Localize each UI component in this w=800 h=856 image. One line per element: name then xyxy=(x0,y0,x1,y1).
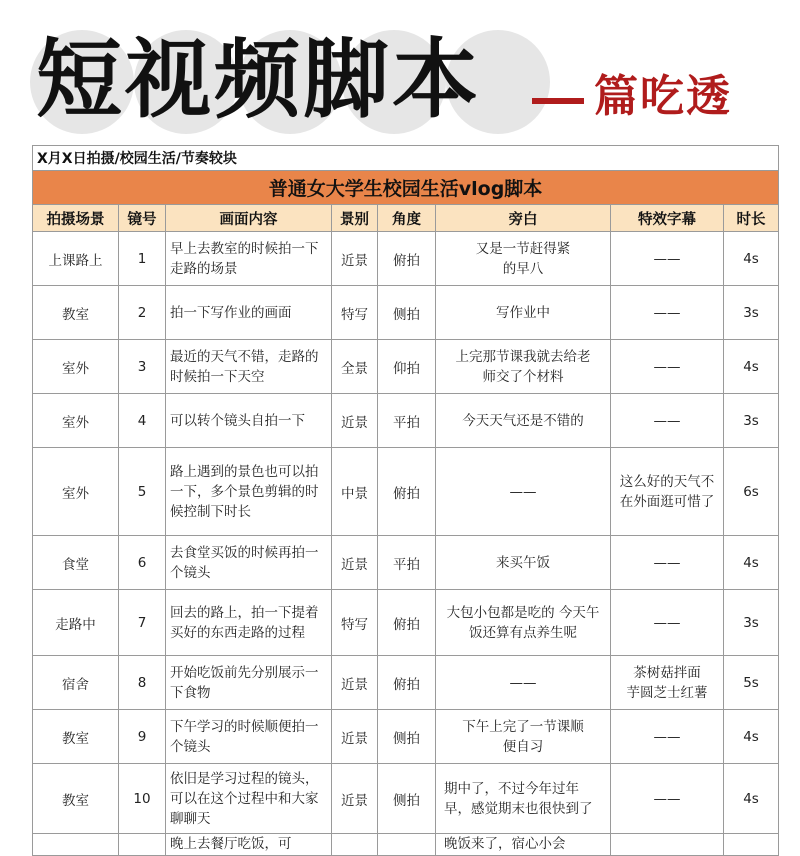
scene-cell: 走路中 xyxy=(33,590,119,656)
shot-size-cell: 全景 xyxy=(332,340,378,394)
narration-cell: 上完那节课我就去给老师交了个材料 xyxy=(436,340,611,394)
effect-subtitle-cell: —— xyxy=(611,394,724,448)
angle-cell: 俯拍 xyxy=(378,656,436,710)
duration-cell xyxy=(724,834,779,856)
content-cell: 可以转个镜头自拍一下 xyxy=(166,394,332,448)
angle-cell: 平拍 xyxy=(378,394,436,448)
effect-subtitle-cell: —— xyxy=(611,710,724,764)
content-cell: 依旧是学习过程的镜头，可以在这个过程中和大家聊聊天 xyxy=(166,764,332,834)
duration-cell: 3s xyxy=(724,394,779,448)
duration-cell: 4s xyxy=(724,232,779,286)
table-row xyxy=(33,286,779,340)
shot-number-cell: 5 xyxy=(119,448,166,536)
angle-cell: 俯拍 xyxy=(378,448,436,536)
table-row xyxy=(33,340,779,394)
duration-cell: 3s xyxy=(724,286,779,340)
column-header: 画面内容 xyxy=(166,205,332,232)
duration-cell: 5s xyxy=(724,656,779,710)
shot-size-cell: 特写 xyxy=(332,286,378,340)
shot-number-cell: 10 xyxy=(119,764,166,834)
scene-cell: 食堂 xyxy=(33,536,119,590)
effect-subtitle-cell: —— xyxy=(611,286,724,340)
subtitle-dash xyxy=(532,98,584,104)
banner-row xyxy=(33,171,779,205)
scene-cell: 教室 xyxy=(33,764,119,834)
narration-cell: 期中了，不过今年过年早，感觉期末也很快到了 xyxy=(436,764,611,834)
effect-subtitle-cell: 这么好的天气不在外面逛可惜了 xyxy=(611,448,724,536)
angle-cell xyxy=(378,834,436,856)
scene-cell: 室外 xyxy=(33,340,119,394)
shot-size-cell: 近景 xyxy=(332,232,378,286)
narration-cell: 今天天气还是不错的 xyxy=(436,394,611,448)
table-row xyxy=(33,656,779,710)
shot-number-cell: 9 xyxy=(119,710,166,764)
scene-cell: 室外 xyxy=(33,448,119,536)
narration-cell: —— xyxy=(436,448,611,536)
content-cell: 早上去教室的时候拍一下走路的场景 xyxy=(166,232,332,286)
shot-size-cell: 近景 xyxy=(332,536,378,590)
shot-number-cell: 6 xyxy=(119,536,166,590)
table-row xyxy=(33,590,779,656)
narration-cell: 下午上完了一节课顺便自习 xyxy=(436,710,611,764)
table-row xyxy=(33,232,779,286)
narration-cell: 写作业中 xyxy=(436,286,611,340)
column-header: 旁白 xyxy=(436,205,611,232)
content-cell: 去食堂买饭的时候再拍一个镜头 xyxy=(166,536,332,590)
narration-cell: 大包小包都是吃的 今天午饭还算有点养生呢 xyxy=(436,590,611,656)
page-title: 短视频脚本 xyxy=(36,29,481,130)
hero-banner xyxy=(0,0,800,140)
angle-cell: 侧拍 xyxy=(378,710,436,764)
shot-number-cell: 2 xyxy=(119,286,166,340)
scene-cell: 上课路上 xyxy=(33,232,119,286)
narration-cell: 来买午饭 xyxy=(436,536,611,590)
shoot-info: X月X日拍摄/校园生活/节奏较块 xyxy=(33,146,779,171)
header-row xyxy=(33,205,779,232)
shot-number-cell: 8 xyxy=(119,656,166,710)
shot-size-cell: 中景 xyxy=(332,448,378,536)
column-header: 镜号 xyxy=(119,205,166,232)
content-cell: 拍一下写作业的画面 xyxy=(166,286,332,340)
effect-subtitle-cell: —— xyxy=(611,764,724,834)
narration-cell: 又是一节赶得紧的早八 xyxy=(436,232,611,286)
shot-size-cell xyxy=(332,834,378,856)
table-row xyxy=(33,448,779,536)
duration-cell: 3s xyxy=(724,590,779,656)
duration-cell: 4s xyxy=(724,340,779,394)
narration-cell: 晚饭来了，宿心小会 xyxy=(436,834,611,856)
scene-cell xyxy=(33,834,119,856)
content-cell: 回去的路上，拍一下提着买好的东西走路的过程 xyxy=(166,590,332,656)
scene-cell: 教室 xyxy=(33,286,119,340)
scene-cell: 宿舍 xyxy=(33,656,119,710)
content-cell: 最近的天气不错，走路的时候拍一下天空 xyxy=(166,340,332,394)
effect-subtitle-cell: —— xyxy=(611,590,724,656)
shot-number-cell: 7 xyxy=(119,590,166,656)
content-cell: 开始吃饭前先分别展示一下食物 xyxy=(166,656,332,710)
narration-cell: —— xyxy=(436,656,611,710)
angle-cell: 平拍 xyxy=(378,536,436,590)
column-header: 特效字幕 xyxy=(611,205,724,232)
meta-row xyxy=(33,146,779,171)
angle-cell: 仰拍 xyxy=(378,340,436,394)
effect-subtitle-cell: 茶树菇拌面 芋圆芝士红薯 xyxy=(611,656,724,710)
shot-size-cell: 近景 xyxy=(332,656,378,710)
duration-cell: 4s xyxy=(724,764,779,834)
shot-number-cell: 1 xyxy=(119,232,166,286)
column-header: 时长 xyxy=(724,205,779,232)
effect-subtitle-cell xyxy=(611,834,724,856)
content-cell: 下午学习的时候顺便拍一个镜头 xyxy=(166,710,332,764)
content-cell: 晚上去餐厅吃饭，可 xyxy=(166,834,332,856)
angle-cell: 侧拍 xyxy=(378,286,436,340)
table-row-partial xyxy=(33,834,779,856)
shot-size-cell: 特写 xyxy=(332,590,378,656)
page-subtitle: 篇吃透 xyxy=(594,71,732,122)
table-title: 普通女大学生校园生活vlog脚本 xyxy=(33,171,779,205)
shot-number-cell: 3 xyxy=(119,340,166,394)
script-table xyxy=(32,145,779,856)
duration-cell: 4s xyxy=(724,536,779,590)
scene-cell: 室外 xyxy=(33,394,119,448)
effect-subtitle-cell: —— xyxy=(611,232,724,286)
column-header: 拍摄场景 xyxy=(33,205,119,232)
effect-subtitle-cell: —— xyxy=(611,340,724,394)
shot-size-cell: 近景 xyxy=(332,764,378,834)
shot-number-cell xyxy=(119,834,166,856)
content-cell: 路上遇到的景色也可以拍一下，多个景色剪辑的时候控制下时长 xyxy=(166,448,332,536)
duration-cell: 4s xyxy=(724,710,779,764)
column-header: 景别 xyxy=(332,205,378,232)
effect-subtitle-cell: —— xyxy=(611,536,724,590)
table-row xyxy=(33,394,779,448)
scene-cell: 教室 xyxy=(33,710,119,764)
table-row xyxy=(33,764,779,834)
duration-cell: 6s xyxy=(724,448,779,536)
angle-cell: 侧拍 xyxy=(378,764,436,834)
angle-cell: 俯拍 xyxy=(378,590,436,656)
table-row xyxy=(33,536,779,590)
column-header: 角度 xyxy=(378,205,436,232)
shot-size-cell: 近景 xyxy=(332,394,378,448)
shot-size-cell: 近景 xyxy=(332,710,378,764)
table-row xyxy=(33,710,779,764)
shot-number-cell: 4 xyxy=(119,394,166,448)
angle-cell: 俯拍 xyxy=(378,232,436,286)
